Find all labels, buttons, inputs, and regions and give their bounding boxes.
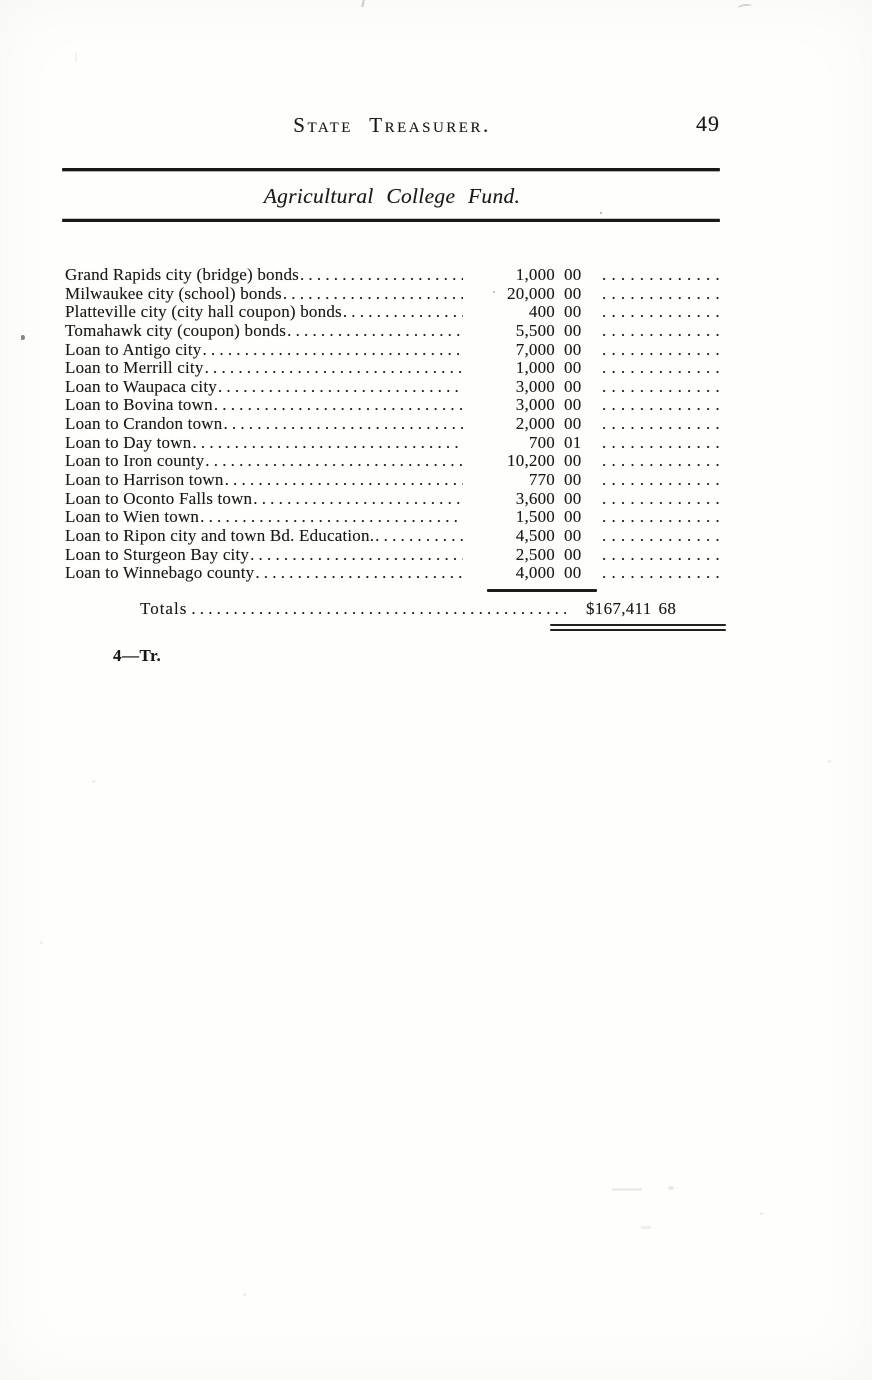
blank-column-dots [600,490,722,509]
dot-leader [222,415,463,434]
row-amount-cents: 00 [564,283,582,303]
row-amount-dollars: 10,200 [507,451,555,471]
scan-squiggle [738,3,753,12]
row-amount-cents: 00 [564,265,582,284]
section-title: Agricultural College Fund. [263,184,521,208]
row-label: Loan to Iron county [65,451,205,471]
row-label: Loan to Bovina town [65,395,213,415]
scan-speck [21,335,25,340]
table-row [62,341,722,360]
totals-amount-cents: 68 [658,599,677,618]
scan-smudge [828,760,831,763]
row-amount-dollars: 3,000 [515,376,555,396]
total-double-rule [550,624,726,632]
table-row [62,508,722,527]
table-row [62,359,722,378]
row-amount-dollars: 3,600 [515,488,555,508]
row-amount-dollars: 700 [528,432,555,452]
blank-column-dots [600,471,722,490]
row-amount-cents: 00 [564,320,582,340]
dot-leader [299,266,463,285]
blank-column-dots [600,378,722,397]
row-amount-dollars: 7,000 [515,339,555,359]
scan-smudge [612,1188,642,1191]
blank-column-dots [600,434,722,453]
blank-column-dots [600,564,722,583]
row-amount-cents: 00 [564,544,582,564]
row-label: Tomahawk city (coupon) bonds [65,320,287,340]
table-row [62,266,722,285]
row-label: Grand Rapids city (bridge) bonds [65,265,299,284]
table-row [62,452,722,471]
row-amount-cents: 00 [564,414,582,434]
row-amount-dollars: 3,000 [515,395,555,415]
scan-speck [493,291,495,293]
row-amount-dollars: 5,500 [515,320,555,340]
fund-table [62,266,722,583]
scan-smudge [668,1186,674,1190]
table-row [62,471,722,490]
table-row [62,303,722,322]
dot-leader [201,341,463,360]
blank-column-dots [600,359,722,378]
horizontal-rule-top [62,168,720,171]
row-label: Loan to Oconto Falls town [65,488,253,508]
row-amount-cents: 00 [564,451,582,471]
scan-smudge [641,1226,651,1229]
row-label: Platteville city (city hall coupon) bonds [65,302,342,322]
row-amount-dollars: 4,500 [515,525,555,545]
blank-column-dots [600,396,722,415]
dot-leader [342,303,463,322]
table-row [62,378,722,397]
table-row [62,546,722,565]
scan-speck [600,212,602,214]
row-label: Loan to Sturgeon Bay city [65,544,250,564]
table-row [62,415,722,434]
blank-column-dots [600,546,722,565]
totals-row [62,599,722,619]
scan-smudge [40,941,43,944]
scan-smudge [243,1293,246,1296]
row-label: Loan to Merrill city [65,358,204,378]
blank-column-dots [600,508,722,527]
dot-leader [204,359,463,378]
table-row [62,285,722,304]
page-number: 49 [696,111,720,136]
row-amount-cents: 00 [564,470,582,490]
table-row [62,396,722,415]
row-amount-cents: 00 [564,358,582,378]
row-amount-dollars: 400 [528,302,555,322]
row-amount-cents: 00 [564,525,582,545]
dot-leader [204,452,463,471]
row-label: Loan to Waupaca city [65,376,217,396]
row-label: Loan to Antigo city [65,339,202,359]
page-header [62,113,722,141]
row-label: Loan to Ripon city and town Bd. Education. [65,525,375,545]
blank-column-dots [600,266,722,285]
dot-leader [213,396,463,415]
row-amount-dollars: 1,000 [515,265,555,284]
dot-leader [252,490,463,509]
row-amount-cents: 00 [564,376,582,396]
row-label: Milwaukee city (school) bonds [65,283,282,303]
row-amount-cents: 00 [564,507,582,527]
totals-amount-dollars: $167,411 [586,599,652,618]
row-label: Loan to Crandon town [65,414,223,434]
blank-column-dots [600,415,722,434]
scan-tickmark [361,0,364,7]
totals-amount [584,599,722,619]
dot-leader [199,508,463,527]
blank-column-dots [600,322,722,341]
row-amount-cents: 00 [564,339,582,359]
row-amount-dollars: 1,000 [515,358,555,378]
row-amount-dollars: 1,500 [515,507,555,527]
row-amount-cents: 00 [564,302,582,322]
row-label: Loan to Winnebago county [65,563,255,583]
table-row [62,564,722,583]
row-amount-dollars: 770 [528,470,555,490]
row-amount-cents: 00 [564,488,582,508]
row-amount-dollars: 20,000 [507,283,555,303]
table-row [62,322,722,341]
running-title: State Treasurer. [293,113,491,137]
signature-mark: 4—Tr. [113,646,162,665]
blank-column-dots [600,285,722,304]
dot-leader [249,546,463,565]
dot-leader [217,378,463,397]
blank-column-dots [600,527,722,546]
row-label: Loan to Wien town [65,507,200,527]
blank-column-dots [600,452,722,471]
row-amount-cents: 01 [564,432,582,452]
row-amount-cents: 00 [564,563,582,583]
totals-label: Totals [140,599,188,618]
row-amount-cents: 00 [564,395,582,415]
row-amount-dollars: 2,500 [515,544,555,564]
scan-smudge [75,52,77,62]
row-label: Loan to Day town [65,432,192,452]
scan-smudge [92,780,95,783]
scan-smudge [760,1212,763,1215]
table-row [62,527,722,546]
table-row [62,434,722,453]
subtotal-rule [487,589,597,592]
dot-leader [286,322,463,341]
dot-leader [254,564,463,583]
horizontal-rule-under-title [62,219,720,222]
dot-leader [282,285,463,304]
dot-leader [191,434,463,453]
table-row [62,490,722,509]
blank-column-dots [600,303,722,322]
row-amount-dollars: 4,000 [515,563,555,583]
totals-dot-leader [187,599,566,619]
row-label: Loan to Harrison town [65,470,224,490]
dot-leader [224,471,463,490]
row-amount-dollars: 2,000 [515,414,555,434]
blank-column-dots [600,341,722,360]
dot-leader [374,527,463,546]
